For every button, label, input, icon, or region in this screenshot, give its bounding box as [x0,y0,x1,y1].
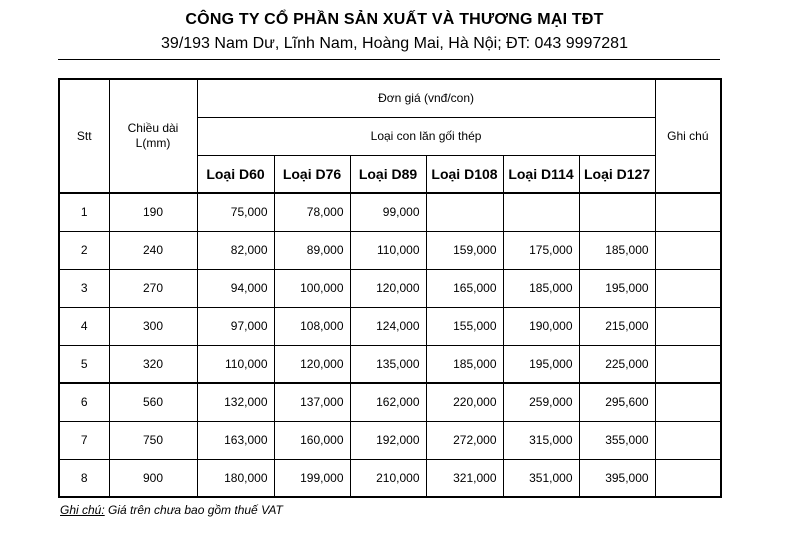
note-cell [655,307,721,345]
note-cell [655,269,721,307]
header-divider [58,59,720,60]
price-cell-d127: 355,000 [579,421,655,459]
price-cell-d89: 135,000 [350,345,426,383]
company-name: CÔNG TY CỔ PHẦN SẢN XUẤT VÀ THƯƠNG MẠI TĐT [185,11,604,28]
table-row [59,269,721,307]
price-cell-d127: 185,000 [579,231,655,269]
price-cell-d114: 190,000 [503,307,579,345]
length-cell: 240 [109,231,197,269]
price-cell-d114: 185,000 [503,269,579,307]
price-cell-d108: 185,000 [426,345,503,383]
price-cell-d60: 132,000 [197,383,274,421]
price-cell-d60: 97,000 [197,307,274,345]
price-cell-d89: 192,000 [350,421,426,459]
price-cell-d108: 155,000 [426,307,503,345]
price-cell-d60: 75,000 [197,193,274,231]
length-cell: 320 [109,345,197,383]
header-type-d114: Loại D114 [503,155,579,193]
length-cell: 900 [109,459,197,497]
price-cell-d76: 199,000 [274,459,350,497]
length-cell: 300 [109,307,197,345]
price-cell-d114: 195,000 [503,345,579,383]
price-cell-d60: 163,000 [197,421,274,459]
stt-cell: 5 [59,345,109,383]
stt-cell: 1 [59,193,109,231]
price-cell-d76: 100,000 [274,269,350,307]
price-cell-d114 [503,193,579,231]
footnote [60,503,283,517]
header-type-d76: Loại D76 [274,155,350,193]
price-cell-d89: 110,000 [350,231,426,269]
price-cell-d127: 215,000 [579,307,655,345]
price-cell-d108: 165,000 [426,269,503,307]
note-cell [655,345,721,383]
note-cell [655,383,721,421]
stt-cell: 6 [59,383,109,421]
price-cell-d76: 108,000 [274,307,350,345]
table-row [59,307,721,345]
price-cell-d114: 259,000 [503,383,579,421]
price-cell-d89: 162,000 [350,383,426,421]
header-type-d108: Loại D108 [426,155,503,193]
header-length-line2: L(mm) [135,136,171,150]
header-unit-price: Đơn giá (vnđ/con) [197,79,655,117]
price-cell-d114: 351,000 [503,459,579,497]
price-cell-d108 [426,193,503,231]
header-type-d89: Loại D89 [350,155,426,193]
length-cell: 560 [109,383,197,421]
price-cell-d127 [579,193,655,231]
price-cell-d60: 180,000 [197,459,274,497]
length-cell: 750 [109,421,197,459]
length-cell: 270 [109,269,197,307]
note-cell [655,459,721,497]
stt-cell: 4 [59,307,109,345]
length-cell: 190 [109,193,197,231]
price-cell-d60: 110,000 [197,345,274,383]
price-cell-d60: 82,000 [197,231,274,269]
note-cell [655,421,721,459]
footnote-text: Giá trên chưa bao gồm thuế VAT [104,503,283,517]
price-cell-d89: 124,000 [350,307,426,345]
table-row [59,383,721,421]
header-roller-type: Loại con lăn gối thép [197,117,655,155]
note-cell [655,193,721,231]
note-cell [655,231,721,269]
table-row [59,231,721,269]
price-cell-d127: 395,000 [579,459,655,497]
stt-cell: 3 [59,269,109,307]
price-table [58,78,722,498]
table-row [59,459,721,497]
header-stt: Stt [59,79,109,193]
company-address: 39/193 Nam Dư, Lĩnh Nam, Hoàng Mai, Hà Nội; ĐT: 043 9997281 [161,35,628,52]
price-cell-d108: 321,000 [426,459,503,497]
price-cell-d114: 175,000 [503,231,579,269]
header-row-1 [59,79,721,117]
price-cell-d76: 137,000 [274,383,350,421]
header-length-line1: Chiều dài [127,121,179,135]
header-length [109,79,197,193]
price-cell-d127: 195,000 [579,269,655,307]
stt-cell: 7 [59,421,109,459]
price-cell-d108: 159,000 [426,231,503,269]
price-cell-d127: 295,600 [579,383,655,421]
price-cell-d127: 225,000 [579,345,655,383]
price-cell-d108: 272,000 [426,421,503,459]
header-type-d127: Loại D127 [579,155,655,193]
stt-cell: 2 [59,231,109,269]
header-type-d60: Loại D60 [197,155,274,193]
table-row [59,193,721,231]
price-cell-d76: 78,000 [274,193,350,231]
table-row [59,345,721,383]
footnote-label: Ghi chú: [60,503,105,517]
table-row [59,421,721,459]
price-cell-d76: 89,000 [274,231,350,269]
price-cell-d89: 120,000 [350,269,426,307]
price-cell-d76: 160,000 [274,421,350,459]
price-cell-d114: 315,000 [503,421,579,459]
price-cell-d89: 99,000 [350,193,426,231]
header-note: Ghi chú [655,79,721,193]
stt-cell: 8 [59,459,109,497]
price-cell-d60: 94,000 [197,269,274,307]
price-cell-d89: 210,000 [350,459,426,497]
price-cell-d108: 220,000 [426,383,503,421]
price-cell-d76: 120,000 [274,345,350,383]
